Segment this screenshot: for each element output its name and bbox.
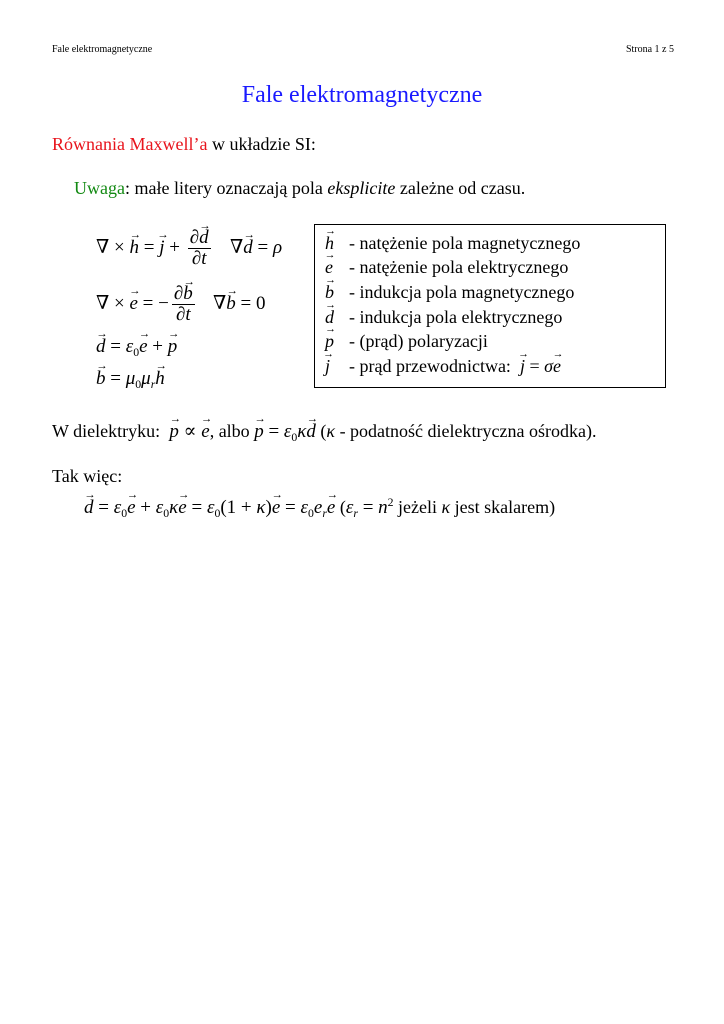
header-title: Fale elektromagnetyczne — [52, 44, 153, 55]
note-text-after: zależne od czasu. — [395, 178, 526, 198]
legend-symbol: → h — [325, 233, 334, 254]
conclusion-tail: jeżeli — [398, 497, 438, 518]
legend-row-e — [325, 257, 568, 278]
equation-b: → $b = \mu_0\mu_r\to h$ — [96, 368, 165, 392]
intro-rest: w układzie SI: — [207, 134, 316, 154]
page-title: Fale elektromagnetyczne — [241, 82, 483, 108]
equation-div-b: ∇→ b = 0 — [213, 292, 266, 315]
legend-description: - prąd przewodnictwa: — [349, 356, 511, 376]
conclusion-prefix: Tak więc: — [52, 466, 123, 486]
symbol-legend — [314, 224, 666, 388]
intro-line — [52, 134, 316, 155]
legend-symbol: → j — [325, 356, 330, 377]
note-line — [74, 178, 525, 199]
legend-symbol: → d — [325, 307, 334, 328]
dielectric-prefix: W dielektryku: — [52, 421, 161, 441]
legend-row-p — [325, 331, 488, 352]
legend-row-h — [325, 233, 580, 254]
legend-description: - indukcja pola magnetycznego — [349, 282, 575, 302]
dielectric-kappa-description: - podatność dielektryczna ośrodka). — [339, 421, 597, 441]
legend-description: - natężenie pola elektrycznego — [349, 257, 569, 277]
legend-description: - (prąd) polaryzacji — [349, 331, 488, 351]
conclusion-tail2: jest skalarem) — [454, 497, 556, 518]
dielectric-albo: , albo — [209, 421, 250, 441]
conclusion-equation: → $d = \varepsilon_0\to e + \varepsilon_0\kappa\to e = \varepsilon_0(1 + \kappa)\to e = \varepsilon_0e_r\to e$ ($\varepsilon_r = n^2$ jeżeli κ jest skalarem) — [84, 496, 555, 521]
legend-symbol: → e — [325, 257, 333, 278]
equation-curl-h: ∇ × → h = → j + $\frac{\partial\to d}{\partial t}$ — [96, 228, 214, 269]
legend-description: - natężenie pola magnetycznego — [349, 233, 581, 253]
legend-row-b — [325, 282, 574, 303]
ohm-law-formula: → j = σ→ e — [515, 356, 561, 376]
legend-row-d — [325, 307, 562, 328]
page-number: Strona 1 z 5 — [625, 44, 674, 55]
note-label: Uwaga — [74, 178, 125, 198]
legend-row-j — [325, 356, 561, 377]
note-text-before: : małe litery oznaczają pola — [124, 178, 328, 198]
legend-symbol: → b — [325, 282, 334, 303]
intro-highlight: Równania Maxwell’a — [52, 134, 208, 154]
note-emphasis: eksplicite — [327, 178, 396, 198]
dielectric-line: W dielektryku: → p ∝ → e, albo → $p = \varepsilon_0\kappa\to d$ (κ - podatność dielektryczna ośrodka). — [52, 420, 596, 445]
equation-div-d: ∇→ d = ρ — [230, 236, 282, 259]
legend-symbol: → p — [325, 331, 334, 352]
equation-d: → $d = \varepsilon_0\to e$ + → p — [96, 336, 177, 360]
equation-curl-e: ∇ × → e = − $\frac{\partial\to b}{\partial t}$ — [96, 284, 198, 325]
legend-description: - indukcja pola elektrycznego — [349, 307, 563, 327]
